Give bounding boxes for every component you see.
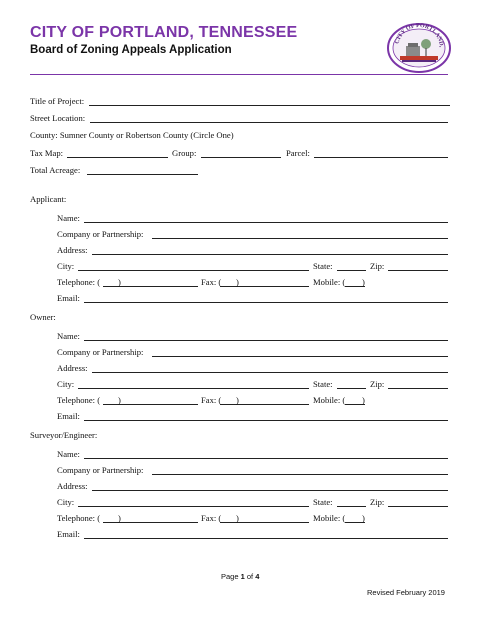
surveyor-engineer-city-label: City: [57,497,75,507]
page-word: Page [221,572,239,581]
street-location-field[interactable] [90,111,448,123]
applicant-name-field[interactable] [84,211,448,223]
applicant-mobile-paren: ) [362,277,365,287]
applicant-state-label: State: [313,261,333,271]
seal-text: CITY OF PORTLAND, [394,22,444,48]
page-total: 4 [255,572,260,581]
owner-name-field[interactable] [84,329,448,341]
parcel-label: Parcel: [286,148,310,158]
applicant-email-field[interactable] [84,291,448,303]
surveyor-engineer-zip-label: Zip: [370,497,385,507]
surveyor-engineer-company-label: Company or Partnership: [57,465,144,475]
header-divider [30,74,448,75]
owner-company-field[interactable] [152,345,448,357]
owner-city-field[interactable] [78,377,309,389]
owner-email-field[interactable] [84,409,448,421]
applicant-company-label: Company or Partnership: [57,229,144,239]
total-acreage-field[interactable] [87,163,198,175]
owner-address-label: Address: [57,363,88,373]
owner-fax-paren: ) [236,395,239,405]
owner-mobile-label: Mobile: ( [313,395,346,405]
revised-date: Revised February 2019 [367,588,445,597]
owner-state-field[interactable] [337,377,366,389]
owner-zip-field[interactable] [388,377,448,389]
surveyor-engineer-mobile-paren: ) [362,513,365,523]
page-of: of [246,572,254,581]
applicant-telephone-paren: ) [118,277,121,287]
applicant-address-field[interactable] [92,243,448,255]
surveyor-engineer-company-field[interactable] [152,463,448,475]
owner-address-field[interactable] [92,361,448,373]
owner-state-label: State: [313,379,333,389]
street-location-label: Street Location: [30,113,86,123]
applicant-state-field[interactable] [337,259,366,271]
parcel-field[interactable] [314,146,448,158]
surveyor-engineer-fax-paren: ) [236,513,239,523]
surveyor-engineer-name-label: Name: [57,449,80,459]
applicant-email-label: Email: [57,293,80,303]
applicant-zip-field[interactable] [388,259,448,271]
title-of-project-label: Title of Project: [30,96,85,106]
owner-name-label: Name: [57,331,80,341]
surveyor-engineer-zip-field[interactable] [388,495,448,507]
county-label: County: Sumner County or Robertson County (Circle One) [30,130,234,140]
surveyor-engineer-heading: Surveyor/Engineer: [30,430,98,440]
owner-fax-field[interactable] [220,393,309,405]
surveyor-engineer-address-field[interactable] [92,479,448,491]
applicant-zip-label: Zip: [370,261,385,271]
applicant-fax-label: Fax: ( [201,277,222,287]
owner-heading: Owner: [30,312,56,322]
group-label: Group: [172,148,197,158]
applicant-city-field[interactable] [78,259,309,271]
total-acreage-label: Total Acreage: [30,165,81,175]
surveyor-engineer-telephone-paren: ) [118,513,121,523]
surveyor-engineer-mobile-label: Mobile: ( [313,513,346,523]
owner-telephone-label: Telephone: ( [57,395,101,405]
surveyor-engineer-state-label: State: [313,497,333,507]
tax-map-field[interactable] [67,146,168,158]
owner-telephone-paren: ) [118,395,121,405]
applicant-fax-field[interactable] [220,275,309,287]
owner-fax-label: Fax: ( [201,395,222,405]
form-subtitle: Board of Zoning Appeals Application [30,44,232,56]
applicant-heading: Applicant: [30,194,67,204]
group-field[interactable] [201,146,281,158]
owner-city-label: City: [57,379,75,389]
applicant-name-label: Name: [57,213,80,223]
owner-mobile-paren: ) [362,395,365,405]
surveyor-engineer-email-label: Email: [57,529,80,539]
surveyor-engineer-fax-field[interactable] [220,511,309,523]
title-of-project-field[interactable] [89,94,450,106]
applicant-fax-paren: ) [236,277,239,287]
surveyor-engineer-state-field[interactable] [337,495,366,507]
page-current: 1 [240,572,245,581]
surveyor-engineer-telephone-label: Telephone: ( [57,513,101,523]
city-seal-logo [386,22,452,74]
surveyor-engineer-address-label: Address: [57,481,88,491]
applicant-city-label: City: [57,261,75,271]
surveyor-engineer-email-field[interactable] [84,527,448,539]
tax-map-label: Tax Map: [30,148,64,158]
owner-zip-label: Zip: [370,379,385,389]
page-number [221,572,259,581]
owner-email-label: Email: [57,411,80,421]
applicant-address-label: Address: [57,245,88,255]
surveyor-engineer-fax-label: Fax: ( [201,513,222,523]
city-title: CITY OF PORTLAND, TENNESSEE [30,24,298,41]
applicant-telephone-label: Telephone: ( [57,277,101,287]
owner-company-label: Company or Partnership: [57,347,144,357]
applicant-mobile-label: Mobile: ( [313,277,346,287]
applicant-company-field[interactable] [152,227,448,239]
surveyor-engineer-name-field[interactable] [84,447,448,459]
surveyor-engineer-city-field[interactable] [78,495,309,507]
